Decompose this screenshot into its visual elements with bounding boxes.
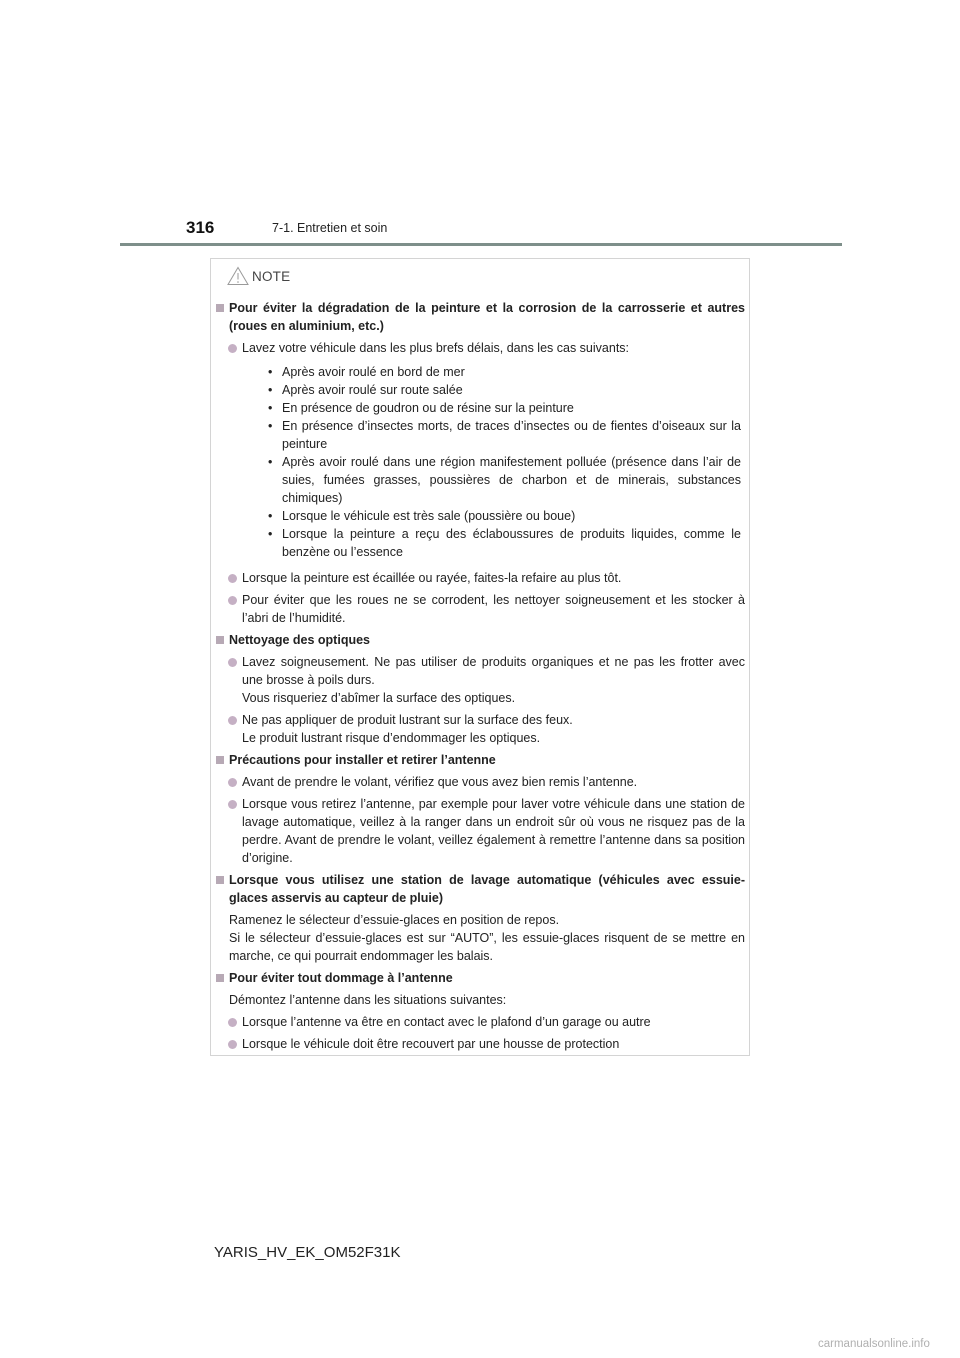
document-code: YARIS_HV_EK_OM52F31K (214, 1244, 401, 1261)
note-item-text (242, 773, 745, 791)
note-content (216, 299, 745, 1057)
bullet-item (268, 399, 745, 417)
circle-bullet-icon (228, 574, 237, 583)
note-header (227, 265, 290, 287)
note-section (216, 631, 745, 747)
square-bullet-icon (216, 756, 224, 764)
section-paragraph (216, 911, 745, 965)
bullet-dot-icon: • (268, 419, 273, 433)
bullet-list (242, 363, 745, 561)
item-text-line: Lorsque l’antenne va être en contact avec le plafond d’un garage ou autre (242, 1015, 651, 1029)
watermark: carmanualsonline.info (818, 1338, 930, 1350)
bullet-item (268, 453, 745, 507)
note-box (210, 258, 750, 1056)
circle-bullet-icon (228, 1040, 237, 1049)
bullet-text: Après avoir roulé en bord de mer (282, 365, 465, 379)
note-item (216, 795, 745, 867)
item-text-line: Lorsque vous retirez l’antenne, par exemple pour laver votre véhicule dans une station de lavage automatique, veillez à la ranger dans un endroit sûr où vous ne risquez pas de la perdre. Avant de prendre le volant, veillez également à remettre l’antenne dans sa position d’origine. (242, 797, 745, 865)
page-number: 316 (186, 218, 215, 237)
item-text-line: Lorsque la peinture est écaillée ou rayée, faites-la refaire au plus tôt. (242, 571, 622, 585)
section-heading (216, 631, 745, 649)
section-heading-text: Précautions pour installer et retirer l’antenne (229, 753, 496, 767)
note-item-text (242, 339, 745, 565)
bullet-dot-icon: • (268, 455, 273, 469)
note-item (216, 1035, 745, 1053)
bullet-item (268, 417, 745, 453)
section-heading (216, 969, 745, 987)
circle-bullet-icon (228, 344, 237, 353)
bullet-item (268, 363, 745, 381)
square-bullet-icon (216, 636, 224, 644)
section-title: 7-1. Entretien et soin (272, 221, 388, 235)
section-heading-text: Lorsque vous utilisez une station de lavage automatique (véhicules avec essuie-glaces asservis au capteur de pluie) (229, 873, 745, 905)
note-item-text (242, 795, 745, 867)
circle-bullet-icon (228, 716, 237, 725)
bullet-text: Après avoir roulé dans une région manifestement polluée (présence dans l’air de suies, fumées grasses, poussières de charbon et de minerais, substances chimiques) (282, 455, 741, 505)
note-item (216, 339, 745, 565)
paragraph-line: Si le sélecteur d’essuie-glaces est sur “AUTO”, les essuie-glaces risquent de se mettre en marche, ce qui pourrait endommager les balais. (229, 931, 745, 963)
paragraph-line: Ramenez le sélecteur d’essuie-glaces en position de repos. (229, 913, 560, 927)
bullet-text: Lorsque la peinture a reçu des éclaboussures de produits liquides, comme le benzène ou l’essence (282, 527, 741, 559)
bullet-item (268, 507, 745, 525)
item-text-line: Pour éviter que les roues ne se corrodent, les nettoyer soigneusement et les stocker à l’abri de l’humidité. (242, 593, 745, 625)
item-text-line: Lavez votre véhicule dans les plus brefs délais, dans les cas suivants: (242, 341, 630, 355)
item-text-line: Le produit lustrant risque d’endommager les optiques. (242, 731, 541, 745)
section-heading (216, 751, 745, 769)
bullet-text: En présence de goudron ou de résine sur la peinture (282, 401, 574, 415)
section-heading-text: Pour éviter la dégradation de la peinture et la corrosion de la carrosserie et autres (roues en aluminium, etc.) (229, 301, 745, 333)
bullet-dot-icon: • (268, 383, 273, 397)
circle-bullet-icon (228, 658, 237, 667)
note-item (216, 711, 745, 747)
section-heading (216, 299, 745, 335)
bullet-dot-icon: • (268, 509, 273, 523)
square-bullet-icon (216, 304, 224, 312)
warning-triangle-icon (227, 266, 249, 286)
note-title: NOTE (252, 268, 291, 284)
circle-bullet-icon (228, 1018, 237, 1027)
item-text-line: Ne pas appliquer de produit lustrant sur la surface des feux. (242, 713, 573, 727)
item-text-line: Lorsque le véhicule doit être recouvert par une housse de protection (242, 1037, 620, 1051)
note-section (216, 871, 745, 965)
note-section (216, 299, 745, 627)
note-item (216, 591, 745, 627)
bullet-dot-icon: • (268, 401, 273, 415)
item-text-line: Lavez soigneusement. Ne pas utiliser de produits organiques et ne pas les frotter avec une brosse à poils durs. (242, 655, 745, 687)
square-bullet-icon (216, 974, 224, 982)
circle-bullet-icon (228, 800, 237, 809)
item-text-line: Vous risqueriez d’abîmer la surface des optiques. (242, 691, 516, 705)
note-item (216, 773, 745, 791)
note-section (216, 969, 745, 1053)
bullet-text: En présence d’insectes morts, de traces d’insectes ou de fientes d’oiseaux sur la peinture (282, 419, 741, 451)
bullet-dot-icon: • (268, 365, 273, 379)
bullet-text: Lorsque le véhicule est très sale (poussière ou boue) (282, 509, 576, 523)
section-heading (216, 871, 745, 907)
note-item-text (242, 1013, 745, 1031)
note-section (216, 751, 745, 867)
bullet-item (268, 525, 745, 561)
paragraph-line: Démontez l’antenne dans les situations suivantes: (229, 993, 507, 1007)
note-item (216, 1013, 745, 1031)
section-heading-text: Nettoyage des optiques (229, 633, 370, 647)
note-item (216, 569, 745, 587)
note-item-text (242, 653, 745, 707)
section-heading-text: Pour éviter tout dommage à l’antenne (229, 971, 453, 985)
note-item-text (242, 591, 745, 627)
note-item (216, 653, 745, 707)
header-rule (120, 243, 842, 246)
square-bullet-icon (216, 876, 224, 884)
item-text-line: Avant de prendre le volant, vérifiez que vous avez bien remis l’antenne. (242, 775, 638, 789)
bullet-dot-icon: • (268, 527, 273, 541)
bullet-text: Après avoir roulé sur route salée (282, 383, 463, 397)
circle-bullet-icon (228, 778, 237, 787)
bullet-item (268, 381, 745, 399)
note-item-text (242, 711, 745, 747)
section-paragraph (216, 991, 745, 1009)
note-item-text (242, 1035, 745, 1053)
note-item-text (242, 569, 745, 587)
circle-bullet-icon (228, 596, 237, 605)
